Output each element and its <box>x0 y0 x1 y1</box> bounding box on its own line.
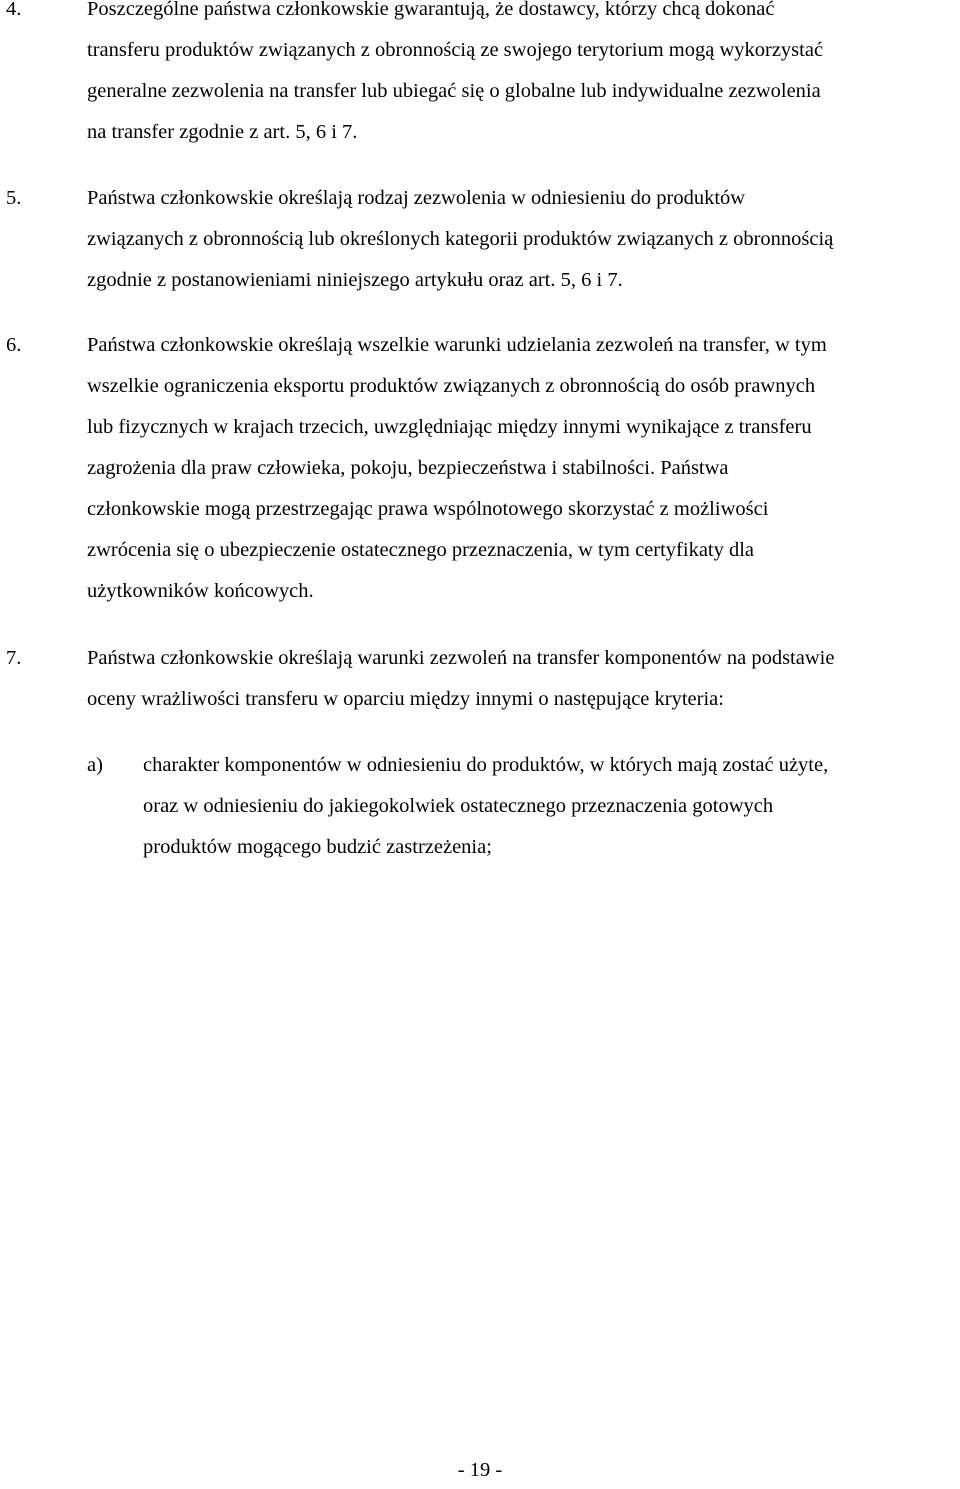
paragraph-line: wszelkie ograniczenia eksportu produktów związanych z obronnością do osób prawnych <box>87 375 816 397</box>
paragraph-line: oceny wrażliwości transferu w oparciu między innymi o następujące kryteria: <box>87 688 724 710</box>
paragraph-line: zwrócenia się o ubezpieczenie ostatecznego przeznaczenia, w tym certyfikaty dla <box>87 539 755 561</box>
paragraph-line: lub fizycznych w krajach trzecich, uwzględniając między innymi wynikające z transferu <box>87 416 812 438</box>
paragraph-line: Poszczególne państwa członkowskie gwarantują, że dostawcy, którzy chcą dokonać <box>87 0 775 20</box>
paragraph-number: 7. <box>6 647 22 669</box>
paragraph-line: Państwa członkowskie określają warunki zezwoleń na transfer komponentów na podstawie <box>87 647 835 669</box>
paragraph-line: na transfer zgodnie z art. 5, 6 i 7. <box>87 121 358 143</box>
page-number: - 19 - <box>457 1459 503 1481</box>
paragraph-line: członkowskie mogą przestrzegając prawa wspólnotowego skorzystać z możliwości <box>87 498 769 520</box>
paragraph-number: 5. <box>6 187 22 209</box>
paragraph-line: użytkowników końcowych. <box>87 580 314 602</box>
paragraph-number: 4. <box>6 0 22 20</box>
paragraph-number: 6. <box>6 334 22 356</box>
subitem-line: charakter komponentów w odniesieniu do produktów, w których mają zostać użyte, <box>143 754 829 776</box>
subitem-line: oraz w odniesieniu do jakiegokolwiek ostatecznego przeznaczenia gotowych <box>143 795 774 817</box>
subitem-line: produktów mogącego budzić zastrzeżenia; <box>143 836 492 858</box>
paragraph-line: generalne zezwolenia na transfer lub ubiegać się o globalne lub indywidualne zezwolenia <box>87 80 821 102</box>
paragraph-line: Państwa członkowskie określają rodzaj zezwolenia w odniesieniu do produktów <box>87 187 746 209</box>
paragraph-line: Państwa członkowskie określają wszelkie warunki udzielania zezwoleń na transfer, w tym <box>87 334 827 356</box>
subitem-label: a) <box>87 754 103 776</box>
paragraph-line: związanych z obronnością lub określonych kategorii produktów związanych z obronnością <box>87 228 834 250</box>
paragraph-line: zagrożenia dla praw człowieka, pokoju, bezpieczeństwa i stabilności. Państwa <box>87 457 729 479</box>
paragraph-line: zgodnie z postanowieniami niniejszego artykułu oraz art. 5, 6 i 7. <box>87 269 623 291</box>
paragraph-line: transferu produktów związanych z obronnością ze swojego terytorium mogą wykorzystać <box>87 39 824 61</box>
